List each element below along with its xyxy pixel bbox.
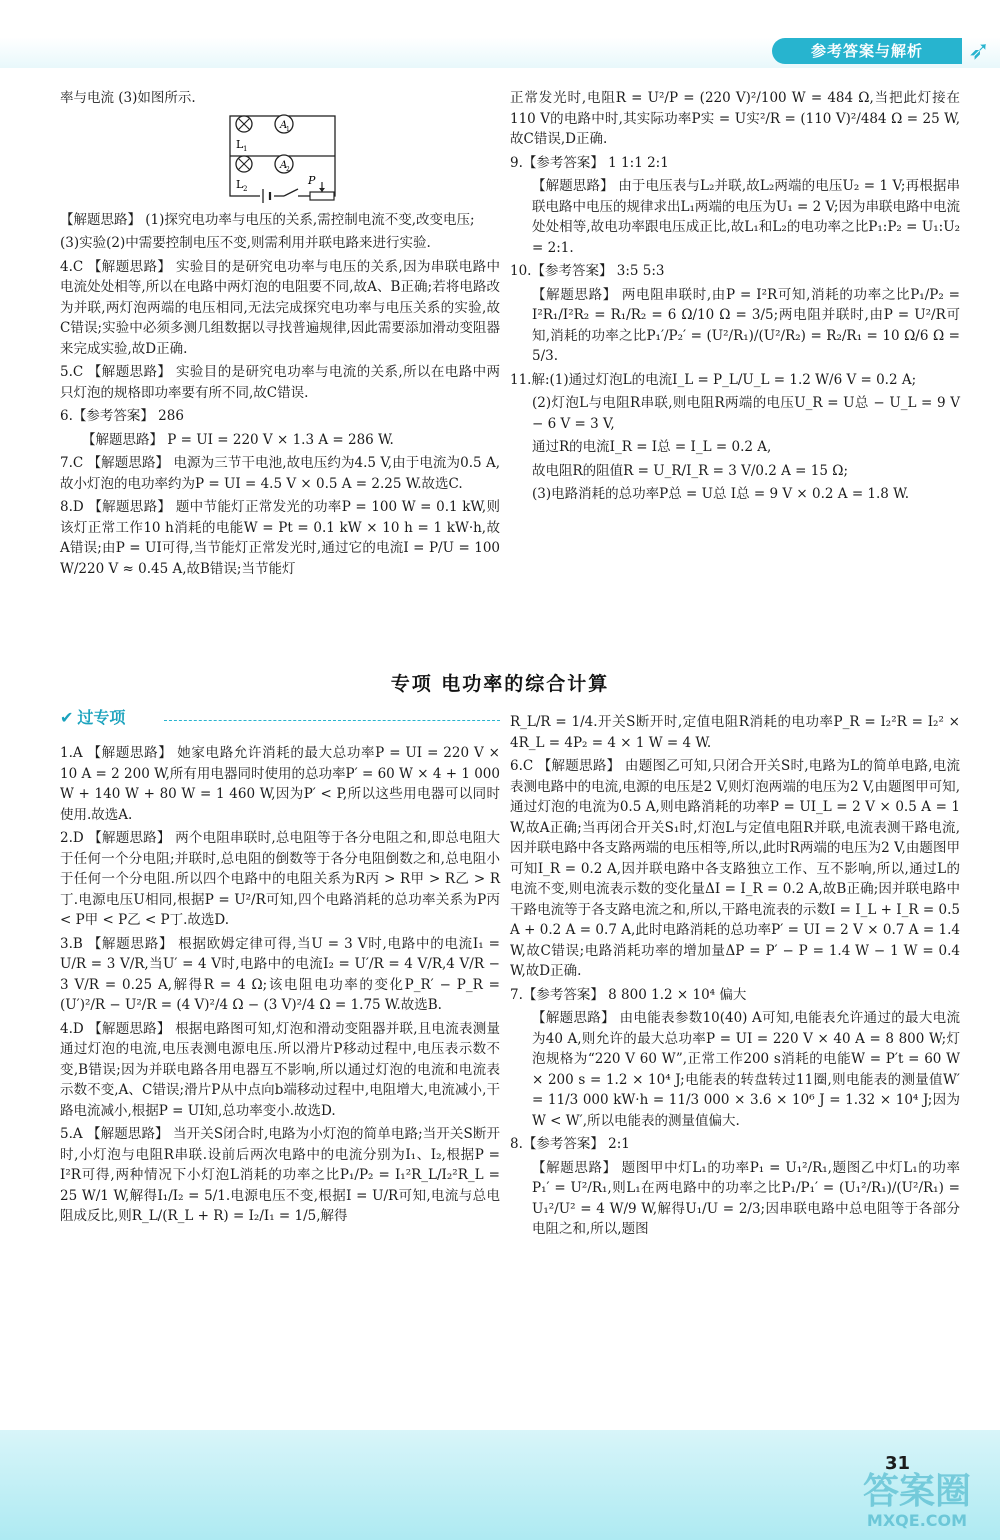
answer-text: 正常发光时,电阻R = U²/P = (220 V)²/100 W = 484 Ω,当把此灯接在110 V的电路中时,其实际功率P实 = U实²/R = (110 V)²/484 Ω = 25 W,故C错误,D正确. xyxy=(510,90,960,147)
answer-text: 故电阻R的阻值R = U_R/I_R = 3 V/0.2 A = 15 Ω; xyxy=(532,462,848,479)
header-section-tab: 参考答案与解析 xyxy=(772,38,962,64)
answer-item-4: 4.D 【解题思路】 根据电路图可知,灯泡和滑动变阻器并联,且电流表测量通过灯泡的电流,电压表测电源电压.所以滑片P移动过程中,电压表示数不变,B错误;因为并联电路各用电器互不影响,所以通过灯泡的电流和电流表示数不变,A、C错误;滑片P从中点向b端移动过程中,电阻增大,电流减小,干路电流减小,根据P = UI知,总功率变小.故选D. xyxy=(60,1020,500,1119)
sub-heading-label: 过专项 xyxy=(77,708,126,727)
answer-item-4: 4.C 【解题思路】 实验目的是研究电功率与电压的关系,因为串联电路中电流处处相等,所以在电路中两灯泡的电阻要不同,故A、B正确;若将电路改为并联,两灯泡两端的电压相同,无法完成探究电功率与电压关系的实验,故C错误;实验中必须多测几组数据以寻找普遍规律,因此需要添加滑动变阻器来完成实验,故D正确. xyxy=(60,258,500,357)
dashed-divider xyxy=(164,720,500,721)
answer-item-11: 11.解:(1)通过灯泡L的电流I_L = P_L/U_L = 1.2 W/6 V = 0.2 A; xyxy=(510,371,917,388)
right-column-bottom xyxy=(510,712,960,1243)
rocket-icon: ➶ xyxy=(968,36,990,66)
lamp-l1-label: L xyxy=(236,137,244,151)
footer-band xyxy=(0,1430,1000,1540)
rheostat-symbol xyxy=(310,192,334,200)
circuit-diagram xyxy=(210,112,370,204)
lamp-l2-sub: 2 xyxy=(243,184,248,193)
answer-text: 【解题思路】 P = UI = 220 V × 1.3 A = 286 W. xyxy=(82,431,394,448)
section-title: 专项 电功率的综合计算 xyxy=(390,673,610,695)
answer-item-2: 2.D 【解题思路】 两个电阻串联时,总电阻等于各分电阻之和,即总电阻大于任何一个分电阻;并联时,总电阻的倒数等于各分电阻倒数之和,总电阻小于任何一个分电阻.所以四个电路中的电阻关系为R丙 > R甲 > R乙 > R丁.电源电压U相同,根据P = U²/R可知,四个电路消耗的总功率关系为P丙 < P甲 < P乙 < P丁.故选D. xyxy=(60,830,500,928)
answer-item-5: 5.C 【解题思路】 实验目的是研究电功率与电流的关系,所以在电路中两只灯泡的规格即功率要有所不同,故C错误. xyxy=(60,364,500,401)
answer-text: 【解题思路】 题图甲中灯L₁的功率P₁ = U₁²/R₁,题图乙中灯L₁的功率P₁′ = U²/R₁,则L₁在两电路中的功率之比P₁/P₁′ = (U₁²/R₁)/(U²/R₁) = U₁²/U² = 4 W/9 W,解得U₁/U = 2/3;因串联电路中总电阻等于各部分电阻之和,所以,题图 xyxy=(532,1159,960,1237)
right-column-top xyxy=(510,88,960,508)
answer-text: 【解题思路】 由电能表参数10(40) A可知,电能表允许通过的最大电流为40 A,则允许的最大总功率P = UI = 220 V × 40 A = 8 800 W;灯泡规格为“220 V 60 W”,正常工作200 s消耗的电能W = P′t = 60 W × 200 s = 1.2 × 10⁴ J;电能表的转盘转过11圈,则电能表的测量值W′ = 11/3 000 kW·h = 11/3 000 × 3.6 × 10⁶ J = 1.32 × 10⁴ J;因为W < W′,所以电能表的测量值偏大. xyxy=(532,1010,960,1129)
watermark-url: MXQE.COM xyxy=(866,1511,968,1530)
answer-item-5: 5.A 【解题思路】 当开关S闭合时,电路为小灯泡的简单电路;当开关S断开时,小灯泡与电阻R串联.设前后两次电路中的电流分别为I₁、I₂,根据P = I²R可得,两种情况下小灯泡L消耗的功率之比P₁/P₂ = I₁²R_L/I₂²R_L = 25 W/1 W,解得I₁/I₂ = 5/1.电源电压不变,根据I = U/R可知,电流与总电阻成反比,则R_L/(R_L + R) = I₂/I₁ = 1/5,解得 xyxy=(60,1126,500,1224)
answer-item-6: 6.C 【解题思路】 由题图乙可知,只闭合开关S时,电路为L的简单电路,电流表测电路中的电流,电源的电压是2 V,则灯泡两端的电压为2 V,由题图甲可知,通过灯泡的电流为0.5 A,则电路消耗的功率P = UI_L = 2 V × 0.5 A = 1 W,故A正确;当再闭合开关S₁时,灯泡L与定值电阻R并联,电流表测干路电流,因并联电路中各支路两端的电压相等,所以,此时R两端的电压为2 V,由题图甲可知I_R = 0.2 A,因并联电路中各支路独立工作、互不影响,所以,通过L的电流不变,则电流表示数的变化量ΔI = I_R = 0.2 A,故B正确;因并联电路中干路电流等于各支路电流之和,所以,干路电流表的示数I = I_L + I_R = 0.5 A + 0.2 A = 0.7 A,此时电路消耗的总功率P′ = UI = 2 V × 0.7 A = 1.4 W,故C错误;电路消耗功率的增加量ΔP = P′ − P = 1.4 W − 1 W = 0.4 W,故D正确. xyxy=(510,758,960,979)
answer-item-8: 8.【参考答案】 2:1 xyxy=(510,1136,630,1152)
answer-text: 【解题思路】 由于电压表与L₂并联,故L₂两端的电压U₂ = 1 V;再根据串联电路中电压的规律求出L₁两端的电压为U₁ = 2 V;因为串联电路中电流处处相等,故电功率跟电压成正比,故L₁和L₂的电功率之比P₁:P₂ = U₁:U₂ = 2:1. xyxy=(532,178,960,256)
header-bar xyxy=(0,0,1000,68)
left-column-bottom xyxy=(60,740,500,1230)
answer-text: 率与电流 (3)如图所示. xyxy=(60,90,196,106)
checkmark-icon: ✔ xyxy=(60,708,74,727)
answer-item-10: 10.【参考答案】 3:5 5:3 xyxy=(510,263,665,279)
answer-item-7: 7.【参考答案】 8 800 1.2 × 10⁴ 偏大 xyxy=(510,986,747,1003)
answer-item-6: 6.【参考答案】 286 xyxy=(60,408,184,424)
answer-text: R_L/R = 1/4.开关S断开时,定值电阻R消耗的电功率P_R = I₂²R = I₂² × 4R_L = 4P₂ = 4 × 1 W = 4 W. xyxy=(510,714,960,751)
answer-text: (3)电路消耗的总功率P总 = U总 I总 = 9 V × 0.2 A = 1.8 W. xyxy=(532,486,909,502)
sub-heading xyxy=(60,708,500,732)
answer-item-9: 9.【参考答案】 1 1:1 2:1 xyxy=(510,154,669,171)
answer-item-3: 3.B 【解题思路】 根据欧姆定律可得,当U = 3 V时,电路中的电流I₁ = U/R = 3 V/R,当U′ = 4 V时,电路中的电流I₂ = U′/R = 4 V/R,4 V/R − 3 V/R = 0.25 A,解得R = 4 Ω;该电阻电功率的变化P_R′ − P_R = (U′)²/R − U²/R = (4 V)²/4 Ω − (3 V)²/4 Ω = 1.75 W.故选B. xyxy=(60,935,500,1013)
ammeter-a2-label: A xyxy=(280,159,288,171)
rheostat-label: P xyxy=(308,173,316,187)
ammeter-a1-sub: 1 xyxy=(286,125,290,133)
ammeter-a2-sub: 2 xyxy=(286,165,290,173)
answer-item-1: 1.A 【解题思路】 她家电路允许消耗的最大总功率P = UI = 220 V × 10 A = 2 200 W,所有用电器同时使用的总功率P′ = 60 W × 4 + 1 000 W + 140 W + 80 W = 1 460 W,因为P′ < P,所以这些用电器可以同时使用.故选A. xyxy=(60,745,500,823)
page-number: 31 xyxy=(884,1452,910,1474)
lamp-l1-sub: 1 xyxy=(243,144,248,153)
watermark-logo xyxy=(842,1472,992,1534)
ammeter-a1-label: A xyxy=(280,119,288,131)
answer-text: 【解题思路】 两电阻串联时,由P = I²R可知,消耗的功率之比P₁/P₂ = I²R₁/I²R₂ = R₁/R₂ = 6 Ω/10 Ω = 3/5;两电阻并联时,由P = U²/R可知,消耗的功率之比P₁′/P₂′ = (U²/R₁)/(U²/R₂) = R₂/R₁ = 10 Ω/6 Ω = 5/3. xyxy=(532,286,960,364)
answer-text: 【解题思路】 (1)探究电功率与电压的关系,需控制电流不变,改变电压; xyxy=(60,211,475,228)
answer-item-8: 8.D 【解题思路】 题中节能灯正常发光的功率P = 100 W = 0.1 kW,则该灯正常工作10 h消耗的电能W = Pt = 0.1 kW × 10 h = 1 kW·h,故A错误;由P = UI可得,当节能灯正常发光时,通过它的电流I = P/U = 100 W/220 V ≈ 0.45 A,故B错误;当节能灯 xyxy=(60,499,500,577)
left-column-top xyxy=(60,88,500,582)
answer-text: (2)灯泡L与电阻R串联,则电阻R两端的电压U_R = U总 − U_L = 9 V − 6 V = 3 V, xyxy=(532,395,960,432)
answer-item-7: 7.C 【解题思路】 电源为三节干电池,故电压约为4.5 V,由于电流为0.5 A,故小灯泡的电功率约为P = UI = 4.5 V × 0.5 A = 2.25 W.故选C. xyxy=(60,455,500,492)
answer-text: 通过R的电流I_R = I总 = I_L = 0.2 A, xyxy=(532,439,772,455)
lamp-l2-label: L xyxy=(236,177,244,191)
watermark-text: 答案圈 xyxy=(862,1471,971,1512)
answer-text: (3)实验(2)中需要控制电压不变,则需利用并联电路来进行实验. xyxy=(60,235,431,251)
